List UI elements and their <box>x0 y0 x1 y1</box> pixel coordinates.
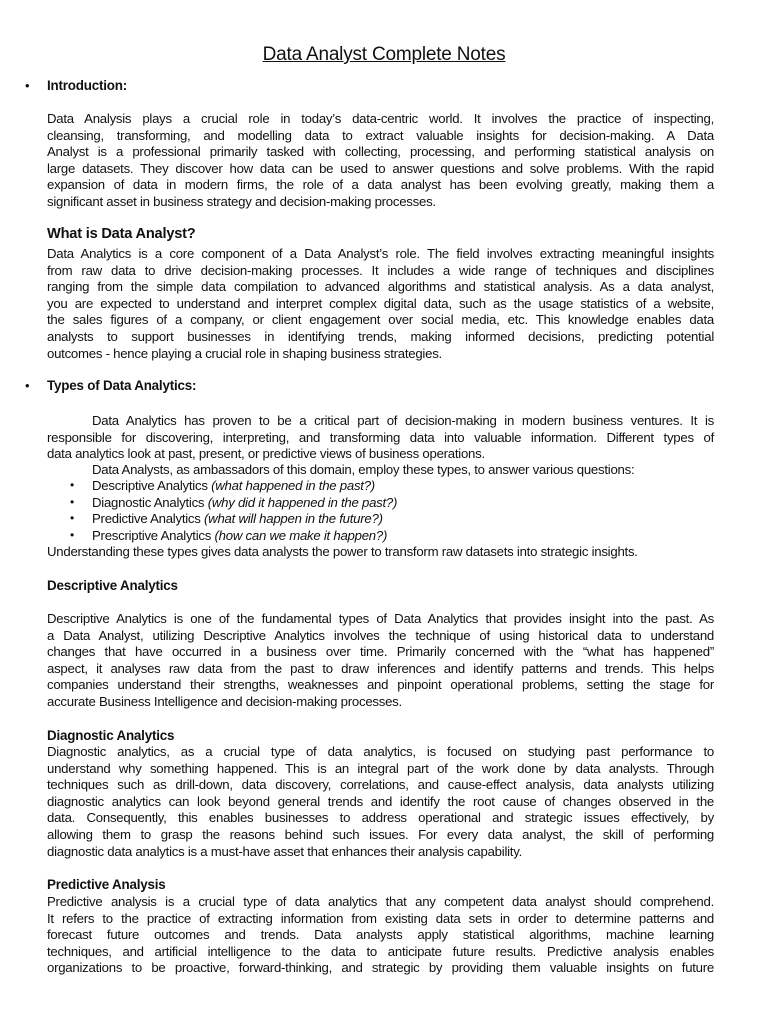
paragraph-line: analysts to support businesses in identifying trends, making informed decisions, predicting potential <box>47 328 714 344</box>
paragraph-line: large datasets. They discover how data can be used to answer questions and solve problems. With the rapid <box>47 160 714 176</box>
bullet-icon: • <box>70 494 75 509</box>
section-heading-diagnostic: Diagnostic Analytics <box>47 728 175 743</box>
paragraph-line: data analytics look at past, present, or predictive views of business operations. <box>47 446 485 462</box>
types-list-item <box>92 511 383 526</box>
paragraph-line: allowing them to grasp the reasons behind such issues. For every data analyst, the skill of performing <box>47 826 714 842</box>
predictive-paragraph <box>47 894 714 977</box>
paragraph-line: techniques, and artificial intelligence to the data to anticipate future results. Predictive analysis enables <box>47 943 714 959</box>
analytics-type-question: (what happened in the past?) <box>211 478 375 493</box>
paragraph-line: significant asset in business strategy and decision-making processes. <box>47 193 436 209</box>
paragraph-line: Diagnostic analytics, as a crucial type of data analytics, is focused on studying past performance to <box>47 744 714 759</box>
paragraph-line: Analyst is a professional primarily tasked with collecting, processing, and performing statistical analysis on <box>47 144 714 160</box>
section-heading-descriptive: Descriptive Analytics <box>47 578 178 593</box>
types-list-item <box>92 478 375 493</box>
section-heading-what-is: What is Data Analyst? <box>47 226 196 242</box>
paragraph-line: companies understand their strengths, weaknesses and pinpoint operational problems, setting the stage for <box>47 677 714 693</box>
analytics-type-name: Descriptive Analytics <box>92 478 208 493</box>
bullet-icon: • <box>25 378 30 393</box>
section-heading-predictive: Predictive Analysis <box>47 877 166 892</box>
paragraph-line: organizations to be proactive, forward-thinking, and strategic by providing them valuable insights on future <box>47 960 714 976</box>
bullet-icon: • <box>70 511 75 526</box>
section-heading-introduction: Introduction: <box>47 78 127 93</box>
paragraph-line: It refers to the practice of extracting information from existing data sets in order to determine patterns and <box>47 910 714 926</box>
bullet-icon: • <box>70 478 75 492</box>
paragraph-line: accurate Business Intelligence and decision-making processes. <box>47 693 402 709</box>
introduction-paragraph <box>47 111 714 211</box>
paragraph-line: diagnostic data analytics is a must-have asset that enhances their analysis capability. <box>47 843 523 859</box>
paragraph-line: changes that have occurred in a business over time. Primarily concerned with the “what has happened” <box>47 644 714 660</box>
paragraph-line: forecast future outcomes and trends. Data analysts apply statistical algorithms, machine learning <box>47 927 714 943</box>
document-title: Data Analyst Complete Notes <box>262 44 506 65</box>
types-conclusion <box>47 544 714 561</box>
paragraph-line: ranging from the simple data compilation to advanced algorithms and statistical analysis. As a data analyst, <box>47 279 714 295</box>
analytics-type-question: (why did it happened in the past?) <box>207 494 398 510</box>
paragraph-line: Descriptive Analytics is one of the fundamental types of Data Analytics that provides insight into the past. As <box>47 611 714 626</box>
paragraph-line: techniques such as drill-down, data discovery, correlations, and cause-effect analysis, data analysts utilizing <box>47 777 714 793</box>
paragraph-line: Data Analytics is a core component of a Data Analyst’s role. The field involves extracting meaningful insights <box>47 246 714 261</box>
descriptive-paragraph <box>47 611 714 711</box>
bullet-icon: • <box>25 78 30 93</box>
analytics-type-name: Prescriptive Analytics <box>92 527 212 543</box>
analytics-type-question: (what will happen in the future?) <box>204 511 383 527</box>
paragraph-line: data. Consequently, this enables businesses to address operational and strategic issues effectively, by <box>47 810 714 826</box>
paragraph-line: understand why something happened. This is an integral part of the work done by data analysts. Through <box>47 760 714 776</box>
paragraph-line: Predictive analysis is a crucial type of data analytics that any competent data analyst should comprehend. <box>47 894 714 909</box>
paragraph-line: aspect, it analyses raw data from the past to draw inferences and identify patterns and trends. This helps <box>47 660 714 676</box>
types-list-item <box>92 495 397 510</box>
types-paragraph <box>47 413 714 463</box>
types-intro: Data Analysts, as ambassadors of this domain, employ these types, to answer various questions: <box>92 462 635 477</box>
analytics-type-question: (how can we make it happen?) <box>214 527 388 543</box>
paragraph-line: a Data Analyst, utilizing Descriptive Analytics involves the technique of using historical data to understand <box>47 627 714 643</box>
diagnostic-paragraph <box>47 744 714 860</box>
types-list-item <box>92 528 387 543</box>
paragraph-line: the sales figures of a company, or client engagement over social media, etc. This knowledge enables data <box>47 312 714 328</box>
paragraph-line: Data Analytics has proven to be a critical part of decision-making in modern business ventures. It is <box>92 413 714 428</box>
paragraph-line: Data Analysis plays a crucial role in today’s data-centric world. It involves the practice of inspecting, <box>47 111 714 126</box>
paragraph-line: responsible for discovering, interpreting, and transforming data into valuable information. Different types of <box>47 429 714 445</box>
section-heading-types: Types of Data Analytics: <box>47 378 197 393</box>
paragraph-line: diagnostic analytics can look beyond general trends and identify the root cause of changes observed in the <box>47 793 714 809</box>
bullet-icon: • <box>70 527 75 542</box>
paragraph-line: outcomes - hence playing a crucial role in shaping business strategies. <box>47 345 442 361</box>
analytics-type-name: Predictive Analytics <box>92 511 201 527</box>
paragraph-line: from raw data to drive decision-making processes. It includes a wide range of techniques and disciplines <box>47 262 714 278</box>
what-is-paragraph <box>47 246 714 362</box>
paragraph-line: expansion of data in modern firms, the role of a data analyst has been evolving greatly, making them a <box>47 177 714 193</box>
paragraph-line: Understanding these types gives data analysts the power to transform raw datasets into strategic insights. <box>47 544 638 559</box>
analytics-type-name: Diagnostic Analytics <box>92 494 205 510</box>
paragraph-line: you are expected to understand and interpret complex digital data, such as the usage statistics of a website, <box>47 295 714 311</box>
paragraph-line: cleansing, transforming, and modelling data to extract valuable insights for decision-making. A Data <box>47 127 714 143</box>
